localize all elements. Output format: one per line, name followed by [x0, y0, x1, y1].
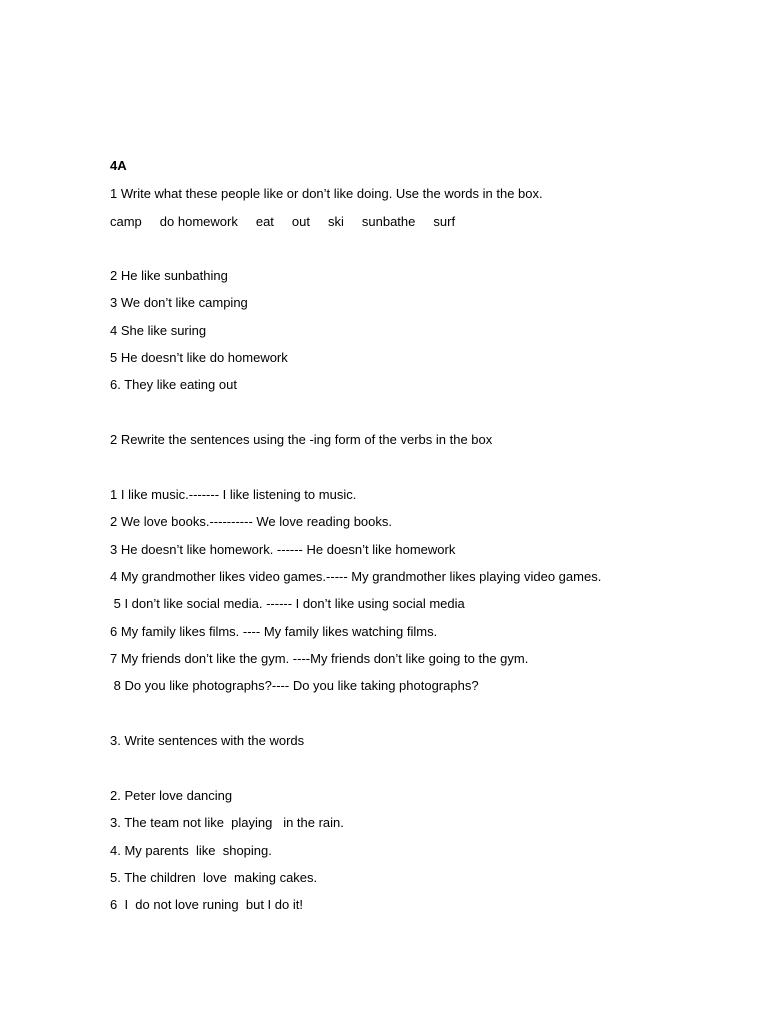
- section1-answer: 3 We don’t like camping: [110, 295, 248, 310]
- word-box-item: camp: [110, 214, 142, 229]
- section2-answer: 5 I don’t like social media. ------ I don’t like using social media: [110, 596, 465, 611]
- section2-answer: 2 We love books.---------- We love reading books.: [110, 514, 393, 529]
- section1-answer: 6. They like eating out: [110, 377, 237, 392]
- word-box-item: sunbathe: [361, 214, 416, 229]
- section2-answer: 6 My family likes films. ---- My family likes watching films.: [110, 624, 438, 639]
- section2-answer: 8 Do you like photographs?---- Do you like taking photographs?: [110, 678, 479, 693]
- section3-answer: 6 I do not love runing but I do it!: [110, 897, 303, 912]
- section3-instruction: 3. Write sentences with the words: [110, 733, 305, 748]
- section3-answer: 2. Peter love dancing: [110, 788, 233, 803]
- section2-answer: 7 My friends don’t like the gym. ----My friends don’t like going to the gym.: [110, 651, 529, 666]
- word-box-item: surf: [433, 214, 456, 229]
- section1-answer: 4 She like suring: [110, 323, 207, 338]
- section3-answer: 5. The children love making cakes.: [110, 870, 318, 885]
- section3-answer: 3. The team not like playing in the rain.: [110, 815, 344, 830]
- section2-answer: 3 He doesn’t like homework. ------ He doesn’t like homework: [110, 542, 456, 557]
- word-box-item: eat: [255, 214, 274, 229]
- section1-answer: 5 He doesn’t like do homework: [110, 350, 288, 365]
- word-box: [110, 214, 473, 230]
- section2-answer: 1 I like music.------- I like listening to music.: [110, 487, 357, 502]
- page-heading: 4A: [110, 158, 127, 173]
- word-box-item: do homework: [159, 214, 238, 229]
- section1-answer: 2 He like sunbathing: [110, 268, 228, 283]
- section3-answer: 4. My parents like shoping.: [110, 843, 272, 858]
- section1-instruction: 1 Write what these people like or don’t like doing. Use the words in the box.: [110, 186, 543, 201]
- section2-instruction: 2 Rewrite the sentences using the -ing form of the verbs in the box: [110, 432, 493, 447]
- word-box-item: ski: [328, 214, 344, 229]
- word-box-item: out: [291, 214, 310, 229]
- section2-answer: 4 My grandmother likes video games.----- My grandmother likes playing video games.: [110, 569, 602, 584]
